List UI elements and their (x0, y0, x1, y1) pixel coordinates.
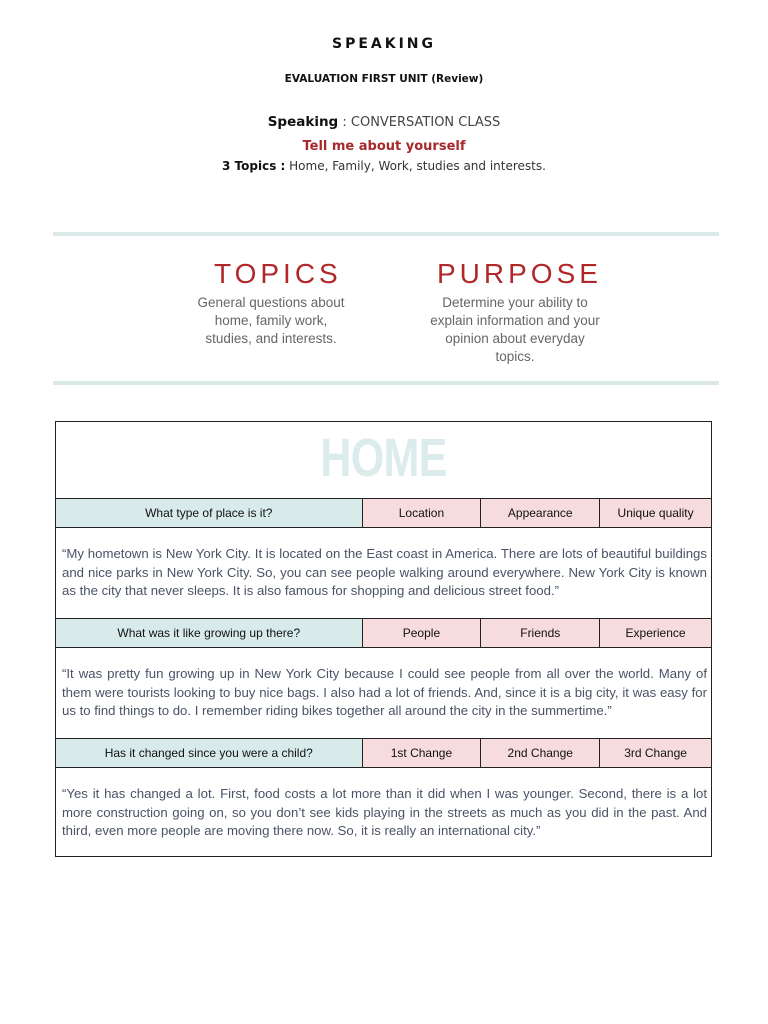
section-title: HOME (320, 428, 447, 488)
answer-text: “It was pretty fun growing up in New York City because I could see people from all over the world. Many of them were tourists looking to buy nice bags. I also had a lot of friends. And, since it is a big city, it was easy for us to find things to do. I remember riding bikes together all around the city in the summertime.” (62, 666, 707, 718)
keyword-cell: Experience (600, 619, 711, 647)
topics-text: General questions about home, family work, studies, and interests. (197, 295, 345, 346)
question-row (56, 738, 711, 768)
speaking-line (0, 114, 768, 130)
keyword-cell: 3rd Change (600, 739, 711, 767)
keyword-cell: Appearance (481, 499, 600, 527)
answer-text: “My hometown is New York City. It is located on the East coast in America. There are lots of beautiful buildings and nice parks in New York City. So, you can see people walking around everywhere. New York City is known as the city that never sleeps. It is also famous for shopping and delicious street food.” (62, 546, 707, 598)
keyword-cell: Unique quality (600, 499, 711, 527)
topics-value: Home, Family, Work, studies and interests. (285, 159, 546, 173)
speaking-label: Speaking (267, 114, 339, 130)
divider-top (53, 232, 719, 236)
answer-text: “Yes it has changed a lot. First, food costs a lot more than it did when I was younger. Second, there is a lot more construction going on, so you don’t see kids playing in the streets as much as you did in the past. And third, even more people are moving there now. So, it is really an international city.” (62, 786, 707, 838)
divider-bottom (53, 381, 719, 385)
keyword-cell: People (363, 619, 482, 647)
speaking-value: : CONVERSATION CLASS (338, 115, 501, 130)
question-row (56, 618, 711, 648)
tell-me-heading: Tell me about yourself (302, 139, 466, 154)
three-topics (0, 157, 768, 175)
keyword-cell: 1st Change (363, 739, 482, 767)
keyword-cell: Location (363, 499, 482, 527)
question-cell: Has it changed since you were a child? (56, 739, 363, 767)
question-cell: What type of place is it? (56, 499, 363, 527)
question-row (56, 498, 711, 528)
keyword-cell: 2nd Change (481, 739, 600, 767)
page-title: SPEAKING (331, 36, 436, 52)
home-section (55, 421, 712, 857)
purpose-heading: PURPOSE (437, 258, 602, 289)
keyword-cell: Friends (481, 619, 600, 647)
page-subtitle: EVALUATION FIRST UNIT (Review) (284, 73, 484, 85)
purpose-text: Determine your ability to explain information and your opinion about everyday topics. (430, 295, 600, 364)
topics-label: 3 Topics : (222, 159, 286, 173)
topics-heading: TOPICS (214, 258, 342, 289)
question-cell: What was it like growing up there? (56, 619, 363, 647)
